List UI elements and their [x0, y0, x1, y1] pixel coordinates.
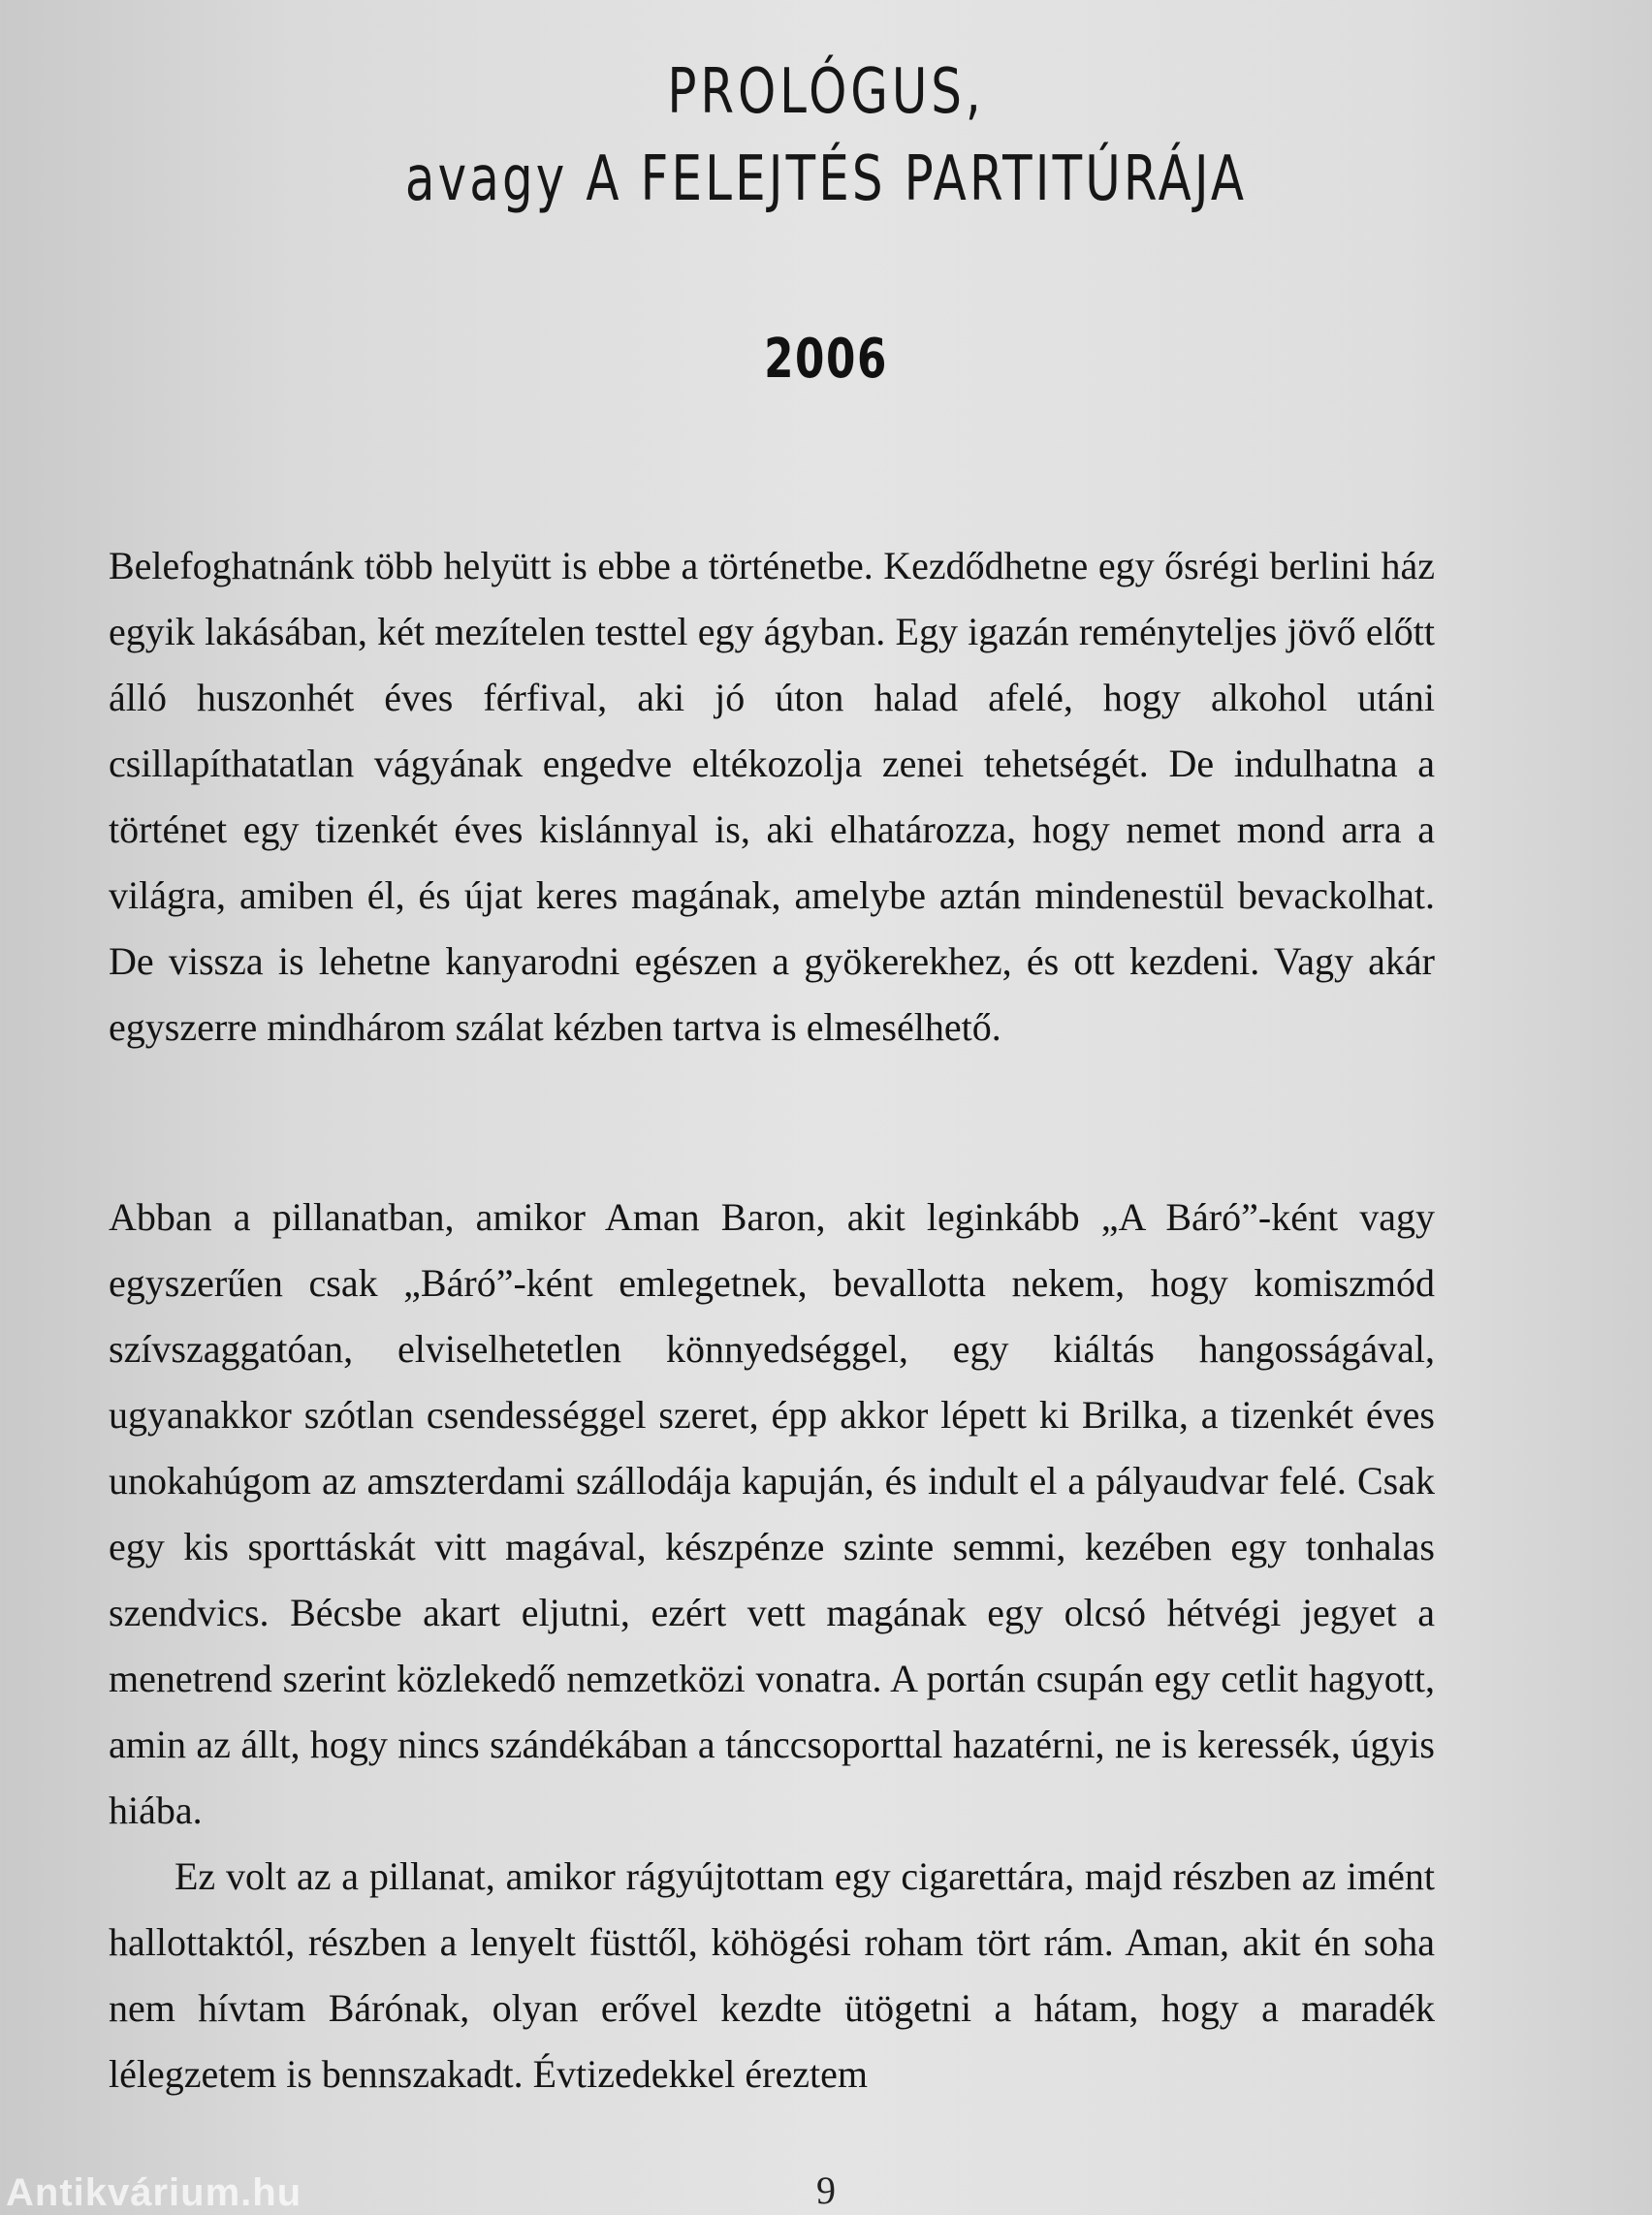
chapter-title-line-2: avagy A FELEJTÉS PARTITÚRÁJA — [404, 143, 1248, 215]
chapter-title-line-1: PROLÓGUS, — [667, 56, 985, 128]
chapter-year: 2006 — [764, 328, 888, 391]
page-number: 9 — [816, 2168, 836, 2212]
paragraph-3: Ez volt az a pillanat, amikor rágyújtottam egy cigarettára, majd részben az imént hallottaktól, részben a lenyelt füsttől, köhögési roham tört rám. Aman, akit én soha nem hívtam Bárónak, olyan erővel kezdte ütögetni a hátam, hogy a maradék lélegzetem is bennszakadt. Évtizedekkel éreztem — [109, 1854, 1435, 2096]
watermark-text: Antikvárium.hu — [6, 2171, 302, 2214]
paragraph-2: Abban a pillanatban, amikor Aman Baron, akit leginkább „A Báró”-ként vagy egyszerűen csak „Báró”-ként emlegetnek, bevallotta nekem, hogy komiszmód szívszaggatóan, elviselhetetlen könnyedséggel, egy kiáltás hangosságával, ugyanakkor szótlan csendességgel szeret, épp akkor lépett ki Brilka, a tizenkét éves unokahúgom az amszterdami szállodája kapuján, és indult el a pályaudvar felé. Csak egy kis sporttáskát vitt magával, készpénze szinte semmi, kezében egy tonhalas szendvics. Bécsbe akart eljutni, ezért vett magának egy olcsó hétvégi jegyet a menetrend szerint közlekedő nemzetközi vonatra. A portán csupán egy cetlit hagyott, amin az állt, hogy nincs szándékában a tánccsoporttal hazatérni, ne is keressék, úgyis hiába. — [109, 1195, 1435, 1832]
paragraph-1: Belefoghatnánk több helyütt is ebbe a történetbe. Kezdődhetne egy ősrégi berlini ház egyik lakásában, két mezítelen testtel egy ágyban. Egy igazán reményteljes jövő előtt álló huszonhét éves férfival, aki jó úton halad afelé, hogy alkohol utáni csillapíthatatlan vágyának engedve eltékozolja zenei tehetségét. De indulhatna a történet egy tizenkét éves kislánnyal is, aki elhatározza, hogy nemet mond arra a világra, amiben él, és újat keres magának, amelybe aztán mindenestül bevackolhat. De vissza is lehetne kanyarodni egészen a gyökerekhez, és ott kezdeni. Vagy akár egyszerre mindhárom szálat kézben tartva is elmesélhető. — [109, 544, 1435, 1049]
